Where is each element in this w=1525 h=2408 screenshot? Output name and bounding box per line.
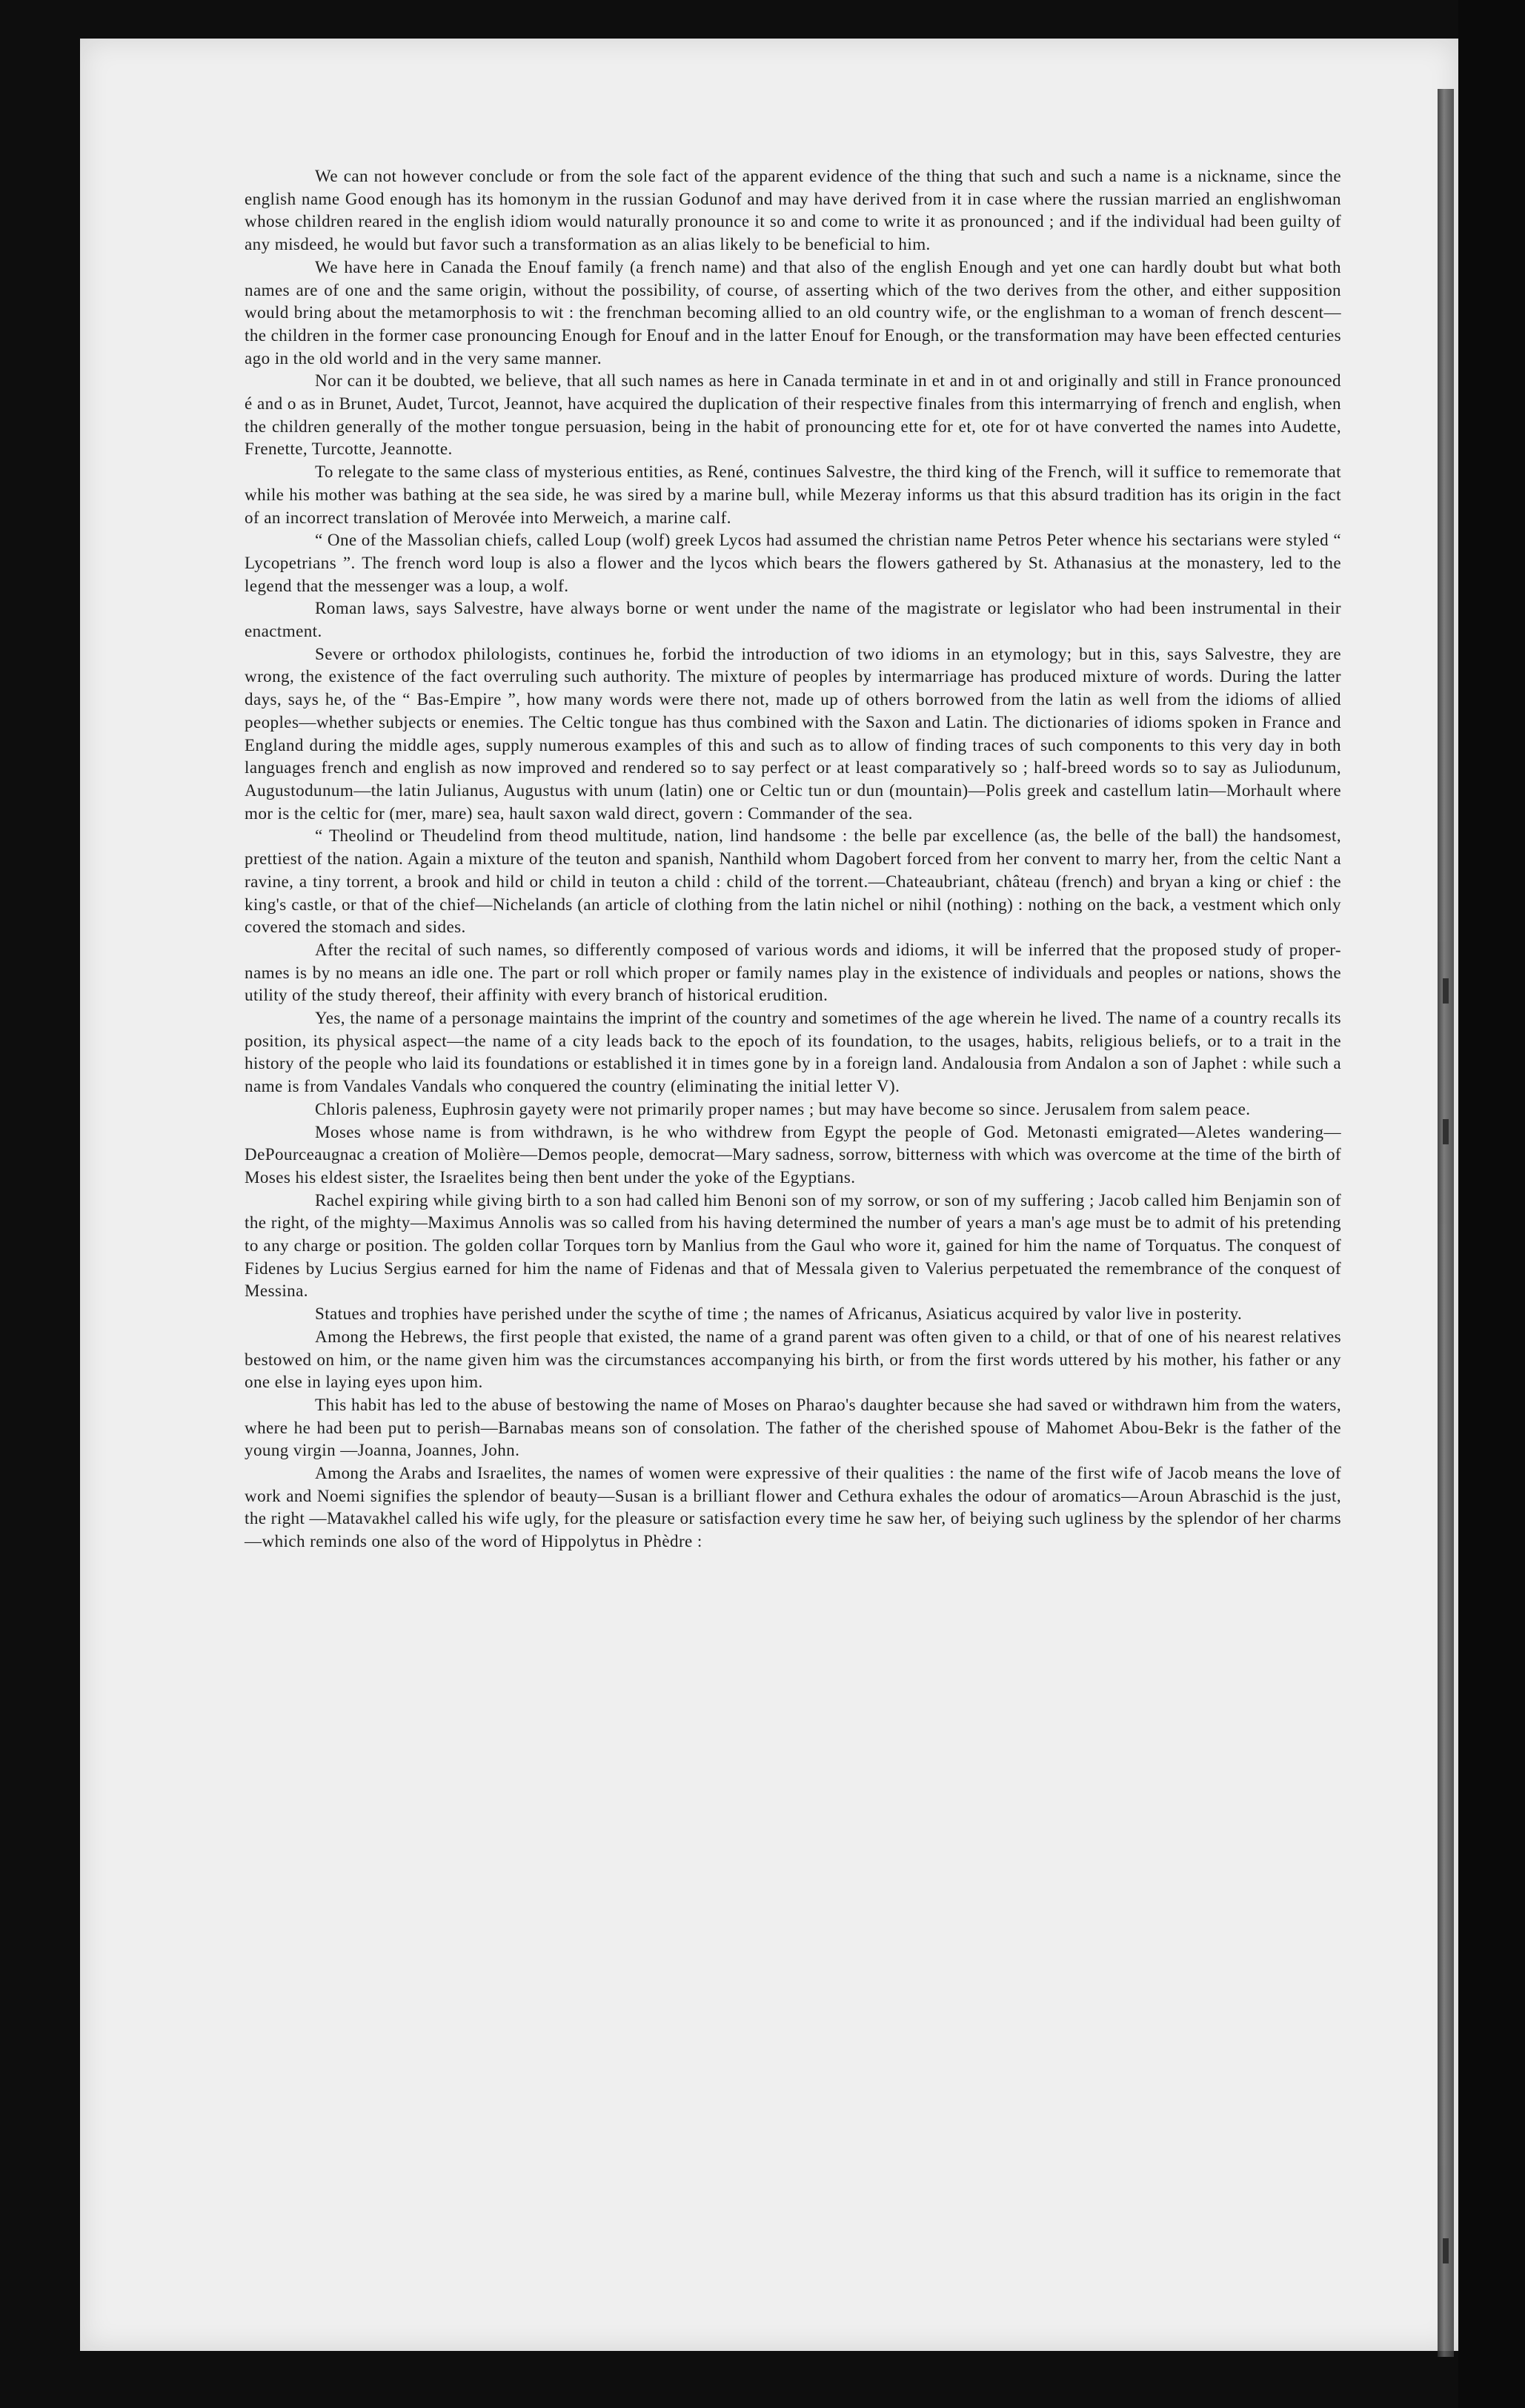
binding-mark xyxy=(1443,978,1449,1004)
paragraph: Yes, the name of a personage maintains the imprint of the country and sometimes of the age wherein he lived. The name of a country recalls its position, its physical aspect—the name of a city leads back to the epoch of its foundation, to the usages, habits, religious beliefs, or to a trait in the history of the people who laid its foundations or established it in times gone by in a foreign land. Andalousia from Andalon a son of Japhet : while such a name is from Vandales Vandals who conquered the country (eliminating the initial letter V). xyxy=(245,1008,1341,1096)
paragraph: Rachel expiring while giving birth to a son had called him Benoni son of my sorrow, or son of my suffering ; Jacob called him Benjamin son of the right, of the mighty—Maximus Annolis was so called from his having determined the number of years a man's age must be to admit of his pretending to any charge or position. The golden collar Torques torn by Manlius from the Gaul who wore it, gained for him the name of Torquatus. The conquest of Fidenes by Lucius Sergius earned for him the name of Fidenas and that of Messala given to Valerius perpetuated the remembrance of the conquest of Messina. xyxy=(245,1190,1341,1301)
paragraph: We can not however conclude or from the sole fact of the apparent evidence of the thing that such and such a name is a nickname, since the english name Good enough has its homonym in the russian Godunof and may have derived from it in case where the russian married an englishwoman whose children reared in the english idiom would naturally pronounce it so and come to write it as pronounced ; and if the individual had been guilty of any misdeed, he would but favor such a transformation as an alias likely to be beneficial to him. xyxy=(245,166,1341,254)
paragraph: Nor can it be doubted, we believe, that all such names as here in Canada terminate in et and in ot and originally and still in France pronounced é and o as in Brunet, Audet, Turcot, Jeannot, have acquired the duplication of their respective finales from this intermarrying of french and english, when the children generally of the mother tongue persuasion, being in the habit of pronouncing ette for et, ote for ot have converted the names into Audette, Frenette, Turcotte, Jeannotte. xyxy=(245,371,1341,459)
paragraph: Among the Arabs and Israelites, the names of women were expressive of their qualities : the name of the first wife of Jacob means the love of work and Noemi signifies the splendor of beauty—Susan is a brilliant flower and Cethura exhales the odour of aromatics—Aroun Abraschid is the just, the right —Matavakhel called his wife ugly, for the pleasure or satisfaction every time he saw her, of beiying such ugliness by the splendor of her charms—which reminds one also of the word of Hippolytus in Phèdre : xyxy=(245,1463,1341,1551)
paragraph: Chloris paleness, Euphrosin gayety were not primarily proper names ; but may have become so since. Jerusalem from salem peace. xyxy=(315,1098,1251,1118)
paragraph: Severe or orthodox philologists, continues he, forbid the introduction of two idioms in an etymology; but in this, says Salvestre, they are wrong, the existence of the fact overruling such authority. The mixture of peoples by intermarriage has produced mixture of words. During the latter days, says he, of the “ Bas-Empire ”, how many words were there not, made up of others borrowed from the latin as well from the idioms of allied peoples—whether subjects or enemies. The Celtic tongue has thus combined with the Saxon and Latin. The dictionaries of idioms spoken in France and England during the middle ages, supply numerous examples of this and such as to allow of finding traces of such components to this very day in both languages french and english as now improved and rendered so to say perfect or at least comparatively so ; half-breed words so to say as Juliodunum, Augustodunum—the latin Julianus, Augustus with unum (latin) one or Celtic tun or dun (mountain)—Polis greek and castellum latin—Morhault where mor is the celtic for (mer, mare) sea, hault saxon wald direct, govern : Commander of the sea. xyxy=(245,643,1341,823)
paragraph: This habit has led to the abuse of bestowing the name of Moses on Pharao's daughter because she had saved or withdrawn him from the waters, where he had been put to perish—Barnabas means son of consolation. The father of the cherished spouse of Mahomet Abou-Bekr is the father of the young virgin —Joanna, Joannes, John. xyxy=(245,1394,1341,1460)
paragraph: We have here in Canada the Enouf family (a french name) and that also of the english Enough and yet one can hardly doubt but what both names are of one and the same origin, without the possibility, of course, of asserting which of the two derives from the other, and either supposition would bring about the metamorphosis to wit : the frenchman becoming allied to an old country wife, or the englishman to a woman of french descent—the children in the former case pronouncing Enough for Enouf and in the latter Enouf for Enough, or the transformation may have been effected centuries ago in the old world and in the very same manner. xyxy=(245,256,1341,368)
scan-background xyxy=(1458,0,1525,2408)
binding-strip xyxy=(1438,89,1454,2357)
paragraph: “ Theolind or Theudelind from theod multitude, nation, lind handsome : the belle par excellence (as, the belle of the ball) the handsomest, prettiest of the nation. Again a mixture of the teuton and spanish, Nanthild whom Dagobert forced from her convent to marry her, from the celtic Nant a ravine, a tiny torrent, a brook and hild or child in teuton a child : child of the torrent.—Chateaubriant, château (french) and bryan a king or chief : the king's castle, or that of the chief—Nichelands (an article of clothing from the latin nichel or nihil (nothing) : nothing on the back, a vestment which only covered the stomach and sides. xyxy=(245,826,1341,937)
paragraph: To relegate to the same class of mysterious entities, as René, continues Salvestre, the third king of the French, will it suffice to rememorate that while his mother was bathing at the sea side, he was sired by a marine bull, while Mezeray informs us that this absurd tradition has its origin in the fact of an incorrect translation of Merovée into Merweich, a marine calf. xyxy=(245,462,1341,527)
paragraph: “ One of the Massolian chiefs, called Loup (wolf) greek Lycos had assumed the christian name Petros Peter whence his sectarians were styled “ Lycopetrians ”. The french word loup is also a flower and the lycos which bears the flowers gathered by St. Athanasius at the monastery, led to the legend that the messenger was a loup, a wolf. xyxy=(245,530,1341,595)
paragraph: Among the Hebrews, the first people that existed, the name of a grand parent was often given to a child, or that of one of his nearest relatives bestowed on him, or the name given him was the circumstances accompanying his birth, or from the first words uttered by his mother, his father or any one else in laying eyes upon him. xyxy=(245,1326,1341,1392)
paragraph: Roman laws, says Salvestre, have always borne or went under the name of the magistrate or legislator who had been instrumental in their enactment. xyxy=(245,598,1341,641)
paragraph: Moses whose name is from withdrawn, is he who withdrew from Egypt the people of God. Metonasti emigrated—Aletes wandering—DePourceaugnac a creation of Molière—Demos people, democrat—Mary sadness, sorrow, bitterness with which was overcome at the time of the birth of Moses his eldest sister, the Israelites being then bent under the yoke of the Egyptians. xyxy=(245,1121,1341,1187)
paragraph: After the recital of such names, so differently composed of various words and idioms, it will be inferred that the proposed study of proper-names is by no means an idle one. The part or roll which proper or family names play in the existence of individuals and peoples or nations, shows the utility of the study thereof, their affinity with every branch of historical erudition. xyxy=(245,939,1341,1005)
binding-mark xyxy=(1443,2238,1449,2263)
binding-mark xyxy=(1443,1119,1449,1144)
document-body xyxy=(245,165,1341,1553)
paragraph: Statues and trophies have perished under the scythe of time ; the names of Africanus, Asiaticus acquired by valor live in posterity. xyxy=(315,1304,1243,1324)
